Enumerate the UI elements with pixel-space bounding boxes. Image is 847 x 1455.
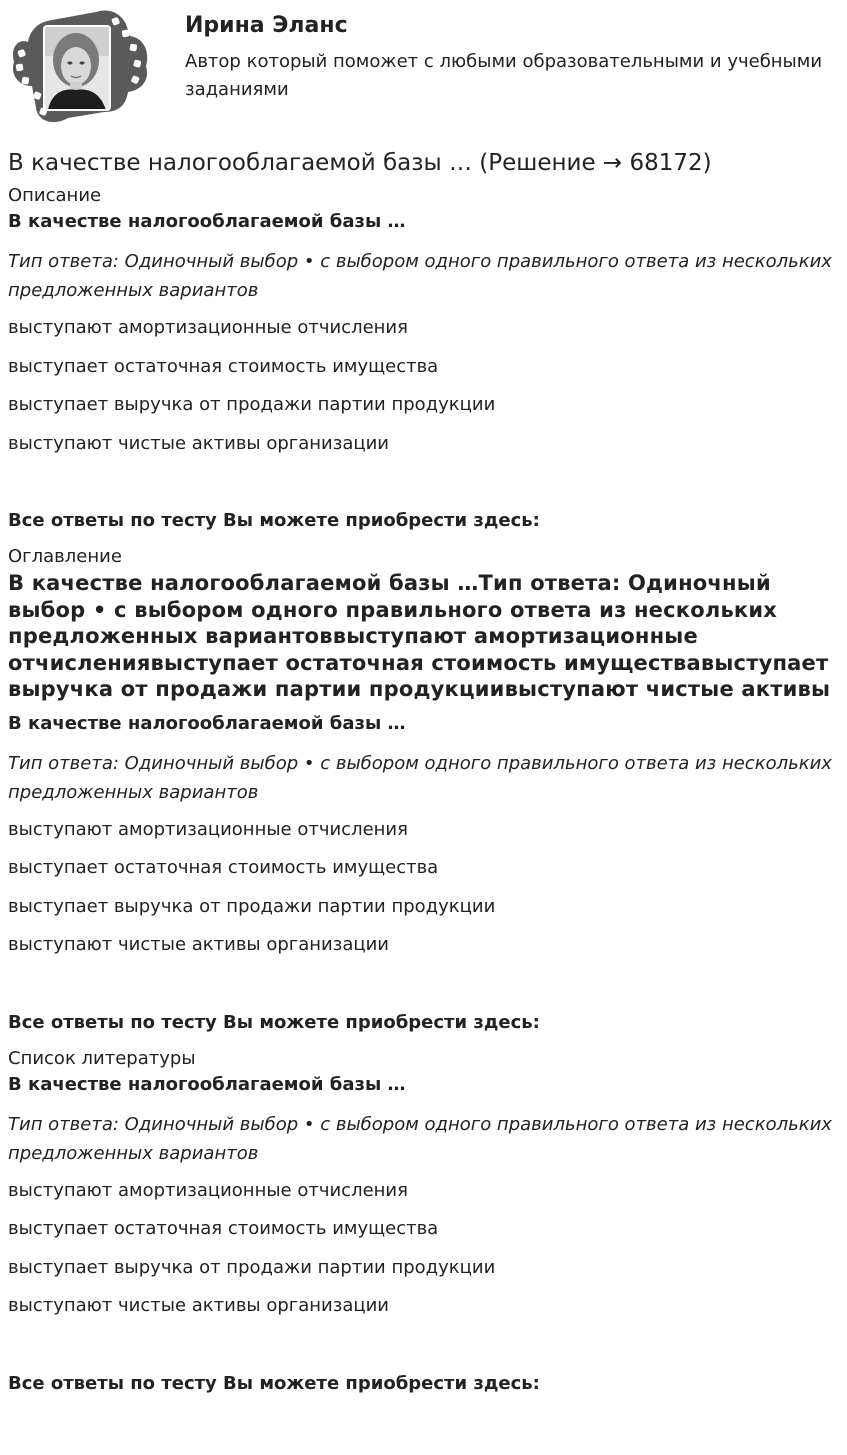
answer-option: выступают чистые активы организации	[8, 1295, 390, 1316]
literature-label: Список литературы	[8, 1047, 196, 1069]
answer-option: выступает остаточная стоимость имущества	[8, 857, 439, 878]
answer-option: выступает выручка от продажи партии продукции	[8, 1256, 496, 1278]
author-header	[8, 8, 838, 126]
spacer	[8, 1332, 838, 1371]
purchase-cta[interactable]: Все ответы по тесту Вы можете приобрести здесь:	[8, 510, 540, 531]
author-name[interactable]: Ирина Эланс	[185, 13, 348, 38]
spacer	[8, 971, 838, 1010]
toc-section	[8, 544, 838, 1036]
answer-option: выступают амортизационные отчисления	[8, 317, 408, 338]
question-type: Тип ответа: Одиночный выбор • с выбором одного правильного ответа из нескольких предложенных вариантов	[8, 1113, 832, 1164]
answer-option: выступают чистые активы организации	[8, 934, 390, 955]
spacer	[8, 469, 838, 508]
purchase-cta[interactable]: Все ответы по тесту Вы можете приобрести здесь:	[8, 1372, 540, 1394]
answer-option: выступает выручка от продажи партии продукции	[8, 895, 496, 917]
page-title: В качестве налогооблагаемой базы … (Решение → 68172)	[8, 150, 712, 176]
avatar[interactable]	[8, 8, 150, 126]
answer-option: выступают амортизационные отчисления	[8, 1179, 408, 1201]
toc-label: Оглавление	[8, 546, 122, 567]
description-section	[8, 183, 838, 534]
author-description: Автор который поможет с любыми образовательными и учебными заданиями	[185, 51, 823, 100]
answer-option: выступают чистые активы организации	[8, 432, 390, 454]
question-title: В качестве налогооблагаемой базы …	[8, 1073, 406, 1095]
description-label: Описание	[8, 185, 102, 206]
answer-option: выступает остаточная стоимость имущества	[8, 1218, 439, 1239]
user-portrait-avatar-icon	[8, 8, 150, 126]
toc-heading: В качестве налогооблагаемой базы …Тип ответа: Одиночный выбор • с выбором одного правильного ответа из нескольких предложенных вариантоввыступают амортизационные отчислениявыступает остаточная стоимость имуществавыступает выручка от продажи партии продукциивыступают чистые активы	[8, 571, 831, 701]
answer-option: выступает выручка от продажи партии продукции	[8, 394, 496, 415]
purchase-cta[interactable]: Все ответы по тесту Вы можете приобрести здесь:	[8, 1011, 540, 1033]
question-type: Тип ответа: Одиночный выбор • с выбором одного правильного ответа из нескольких предложенных вариантов	[8, 251, 832, 301]
main-content	[8, 147, 838, 1407]
author-info	[185, 12, 825, 104]
answer-option: выступают амортизационные отчисления	[8, 818, 408, 840]
question-type: Тип ответа: Одиночный выбор • с выбором одного правильного ответа из нескольких предложенных вариантов	[8, 752, 832, 803]
question-title: В качестве налогооблагаемой базы …	[8, 712, 406, 734]
question-title: В качестве налогооблагаемой базы …	[8, 211, 406, 232]
literature-section	[8, 1046, 838, 1397]
answer-option: выступает остаточная стоимость имущества	[8, 355, 439, 377]
